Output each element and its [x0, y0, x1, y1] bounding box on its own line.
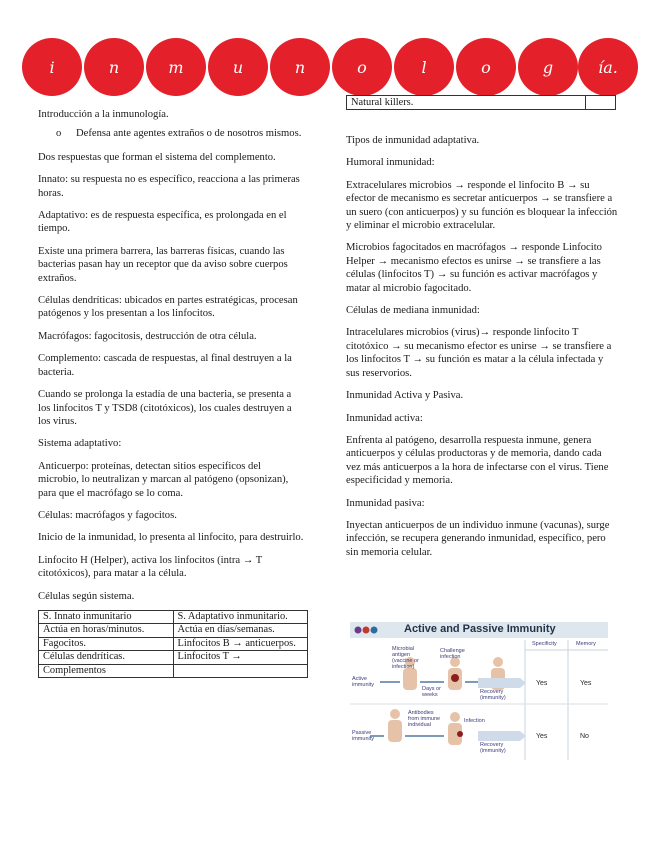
active-specificity-value: Yes	[536, 680, 548, 687]
paragraph: Anticuerpo: proteínas, detectan sitios específicos del microbio, lo neutralizan y marcan al patógeno (opsonizan), para que el macrófago se lo coma.	[38, 460, 289, 499]
table-cell: S. Adaptativo inmunitario.	[173, 610, 308, 623]
paragraph: Extracelulares microbios → responde el linfocito B → su efector de mecanismo es secretar anticuerpos → se transfiere a un suero (con anticuerpos) y su función es bloquear la infección y eliminar el microbio extracelular.	[346, 179, 618, 232]
paragraph: Complemento: cascada de respuestas, al final destruyen a la bacteria.	[38, 353, 292, 378]
paragraph: Células de mediana inmunidad:	[346, 305, 480, 317]
table-row	[39, 610, 308, 623]
paragraph: Inicio de la inmunidad, lo presenta al linfocito, para destruirlo.	[38, 532, 304, 544]
active-memory-value: Yes	[580, 680, 592, 687]
paragraph: Inmunidad pasiva:	[346, 497, 425, 509]
days-label: Days or weeks	[422, 686, 441, 698]
table-cell: Actúa en días/semanas.	[173, 624, 308, 637]
figure-title: Active and Passive Immunity	[404, 623, 556, 635]
paragraph: Tipos de inmunidad adaptativa.	[346, 135, 480, 146]
passive-specificity-value: Yes	[536, 733, 548, 740]
table-cell: Actúa en horas/minutos.	[39, 624, 174, 637]
cells-table	[38, 610, 308, 678]
memory-header: Memory	[576, 641, 596, 647]
paragraph: Células: macrófagos y fagocitos.	[38, 509, 177, 521]
table-cell: Células dendríticas.	[39, 651, 174, 664]
table-cell: Natural killers.	[347, 96, 586, 110]
paragraph: Macrófagos: fagocitosis, destrucción de otra célula.	[38, 330, 257, 342]
title-letter: l	[394, 38, 454, 96]
table-cell: Linfocitos T →	[173, 651, 308, 664]
left-column	[38, 108, 304, 678]
person-icon	[388, 709, 402, 742]
challenge-label: Challenge infection	[440, 648, 465, 660]
paragraph: Linfocito H (Helper), activa los linfocitos (intra → T citotóxicos), para matar a la célula.	[38, 554, 263, 580]
title-letter: n	[84, 38, 144, 96]
paragraph: Inyectan anticuerpos de un individuo inmune (vacunas), surge infección, se recupera generando inmunidad, específico, pero sin memoria celular.	[346, 519, 610, 558]
table-cell: Linfocitos B → anticuerpos.	[173, 637, 308, 650]
paragraph: Microbios fagocitados en macrófagos → responde Linfocito Helper → mecanismo efectos es unirse → se transfiere a las células (linfocitos T) → su función es activar macrófagos y matar al microbio fagocitado.	[346, 242, 602, 294]
table-row	[39, 651, 308, 664]
title-letter: o	[332, 38, 392, 96]
paragraph: Adaptativo: es de respuesta específica, es prolongada en el tiempo.	[38, 210, 287, 235]
immunity-figure	[350, 622, 608, 762]
bullet-marker: o	[56, 128, 62, 140]
active-immunity-label: Active immunity	[352, 676, 375, 688]
right-column	[346, 134, 618, 568]
microbial-antigen-label: Microbial antigen (vaccine or infection)	[392, 646, 419, 670]
paragraph: Células dendríticas: ubicados en partes estratégicas, procesan patógenos y los presentan a los linfocitos.	[38, 295, 298, 320]
person-icon	[448, 712, 463, 745]
title-letter: n	[270, 38, 330, 96]
specificity-header: Specificity	[532, 641, 557, 647]
passive-immunity-label: Passive immunity	[352, 730, 375, 742]
passive-memory-value: No	[580, 733, 589, 740]
bullet-item	[38, 127, 304, 140]
title-letter: ía.	[578, 38, 638, 96]
table-cell: Complementos	[39, 664, 174, 677]
paragraph: Enfrenta al patógeno, desarrolla respuesta inmune, genera anticuerpos y células productoras y de memoria, dando cada vez más anticuerpos a la hora de infectarse con el virus. Tiene especificidad y memoria.	[346, 434, 609, 487]
paragraph: Cuando se prolonga la estadía de una bacteria, se presenta a los linfocitos T y TSD8 (citotóxicos), los cuales destruyen a los virus.	[38, 389, 292, 427]
paragraph: Inmunidad activa:	[346, 412, 423, 424]
paragraph: Sistema adaptativo:	[38, 438, 122, 450]
recovery-label: Recovery (immunity)	[480, 689, 506, 701]
title-banner	[22, 38, 637, 96]
title-letter: g	[518, 38, 578, 96]
table-row	[39, 624, 308, 637]
continued-table	[346, 95, 616, 110]
table-cell	[585, 96, 615, 110]
paragraph: Existe una primera barrera, las barreras físicas, cuando las bacterias pasan hay un receptor que da aviso sobre cuerpos extraños.	[38, 245, 288, 284]
table-cell: Fagocitos.	[39, 637, 174, 650]
intro-heading: Introducción a la inmunología.	[38, 109, 169, 120]
table-row	[347, 96, 616, 110]
table-row	[39, 637, 308, 650]
title-letter: i	[22, 38, 82, 96]
person-icon	[448, 657, 462, 690]
bullet-text: Defensa ante agentes extraños o de nosotros mismos.	[76, 128, 302, 140]
infection-label: Infection	[464, 718, 485, 724]
table-row	[39, 664, 308, 677]
recovery-label: Recovery (immunity)	[480, 742, 506, 754]
title-letter: o	[456, 38, 516, 96]
table-cell: S. Innato inmunitario	[39, 610, 174, 623]
title-letter: m	[146, 38, 206, 96]
title-letter: u	[208, 38, 268, 96]
figure-graphic	[350, 622, 608, 762]
paragraph: Inmunidad Activa y Pasiva.	[346, 390, 464, 402]
paragraph: Humoral inmunidad:	[346, 157, 435, 169]
antibodies-label: Antibodies from immune individual	[408, 710, 441, 728]
paragraph: Dos respuestas que forman el sistema del complemento.	[38, 151, 276, 163]
table-cell	[173, 664, 308, 677]
paragraph: Células según sistema.	[38, 590, 135, 602]
paragraph: Innato: su respuesta no es específico, reacciona a las primeras horas.	[38, 174, 300, 199]
paragraph: Intracelulares microbios (virus)→ responde linfocito T citotóxico → su mecanismo efector es unirse → se transfiere a los linfocitos T → su función es matar a la célula infectada y sus reservorios.	[346, 327, 612, 379]
